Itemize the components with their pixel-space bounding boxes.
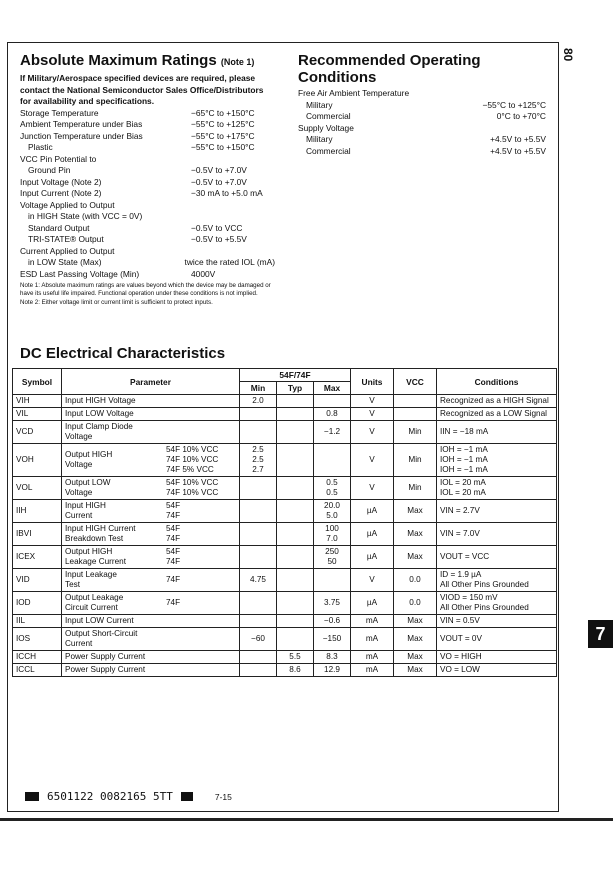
cell-max: 250 50 <box>314 546 351 569</box>
cell-typ <box>277 444 314 477</box>
cell-vcc: Max <box>394 500 437 523</box>
table-row <box>13 444 557 477</box>
cell-typ <box>277 615 314 628</box>
rating-label: Plastic <box>28 142 53 152</box>
cell-conditions: VOUT = 0V <box>437 628 557 651</box>
cell-units: V <box>351 444 394 477</box>
cell-max: 20.0 5.0 <box>314 500 351 523</box>
cell-typ <box>277 523 314 546</box>
rating-label: Ambient Temperature under Bias <box>20 119 143 129</box>
cell-min <box>240 651 277 664</box>
cell-device: 54F 74F <box>163 523 240 546</box>
cell-min <box>240 477 277 500</box>
cell-max <box>314 395 351 408</box>
table-row <box>13 421 557 444</box>
cell-symbol: ICCH <box>13 651 62 664</box>
cell-symbol: VIL <box>13 408 62 421</box>
cell-conditions: VO = HIGH <box>437 651 557 664</box>
cell-device <box>163 651 240 664</box>
cell-device: 54F 10% VCC 74F 10% VCC <box>163 477 240 500</box>
cell-units: V <box>351 569 394 592</box>
cell-vcc: 0.0 <box>394 592 437 615</box>
cell-conditions: VIN = 2.7V <box>437 500 557 523</box>
header-conditions: Conditions <box>437 369 557 395</box>
cell-vcc: Max <box>394 523 437 546</box>
recommended-operating-conditions <box>298 52 546 157</box>
cell-units: V <box>351 408 394 421</box>
cell-max: 100 7.0 <box>314 523 351 546</box>
cell-min <box>240 664 277 677</box>
rating-row <box>20 257 275 269</box>
cell-symbol: IOD <box>13 592 62 615</box>
rating-label: Military <box>306 134 333 144</box>
cell-min: 2.5 2.5 2.7 <box>240 444 277 477</box>
cell-parameter: Input HIGH Current <box>62 500 164 523</box>
table-row <box>13 546 557 569</box>
rating-value: −0.5V to VCC <box>191 222 243 233</box>
table-row <box>13 408 557 421</box>
rating-row <box>298 134 546 146</box>
rating-label: Standard Output <box>28 222 90 233</box>
cell-typ: 5.5 <box>277 651 314 664</box>
rating-value: −30 mA to +5.0 mA <box>191 188 263 198</box>
rating-label: Junction Temperature under Bias <box>20 130 143 141</box>
table-row <box>13 477 557 500</box>
note-1: Note 1: Absolute maximum ratings are values beyond which the device may be damaged or have its useful life impaired. Functional operation under these conditions is not implied. <box>20 282 271 297</box>
cell-max: 12.9 <box>314 664 351 677</box>
table-row <box>13 615 557 628</box>
cell-symbol: IBVI <box>13 523 62 546</box>
cell-typ <box>277 569 314 592</box>
cell-symbol: ICEX <box>13 546 62 569</box>
rating-row <box>20 234 275 246</box>
cell-units: mA <box>351 651 394 664</box>
cell-units: µA <box>351 500 394 523</box>
header-vcc: VCC <box>394 369 437 395</box>
rating-row <box>20 142 275 154</box>
rating-value <box>191 246 275 258</box>
cell-min <box>240 408 277 421</box>
cell-units: µA <box>351 592 394 615</box>
cell-vcc: Max <box>394 628 437 651</box>
cell-typ <box>277 477 314 500</box>
dc-characteristics-table <box>12 368 557 677</box>
rating-row <box>20 154 275 166</box>
cell-parameter: Input HIGH Voltage <box>62 395 164 408</box>
rating-value: −0.5V to +5.5V <box>191 234 247 244</box>
cell-min: −60 <box>240 628 277 651</box>
cell-conditions: VIN = 7.0V <box>437 523 557 546</box>
rating-value: −55°C to +125°C <box>191 119 255 129</box>
cell-device <box>163 408 240 421</box>
cell-conditions: VIOD = 150 mV All Other Pins Grounded <box>437 592 557 615</box>
cell-parameter: Output Short-Circuit Current <box>62 628 164 651</box>
rec-op-rows <box>298 88 546 157</box>
barcode-block-left <box>25 792 39 801</box>
cell-conditions: IIN = −18 mA <box>437 421 557 444</box>
cell-min <box>240 546 277 569</box>
cell-min: 4.75 <box>240 569 277 592</box>
barcode-text: 6501122 0082165 5TT <box>47 790 173 803</box>
rating-value <box>191 200 275 212</box>
cell-typ <box>277 628 314 651</box>
cell-typ <box>277 395 314 408</box>
cell-units: µA <box>351 523 394 546</box>
cell-parameter: Power Supply Current <box>62 651 164 664</box>
table-row <box>13 523 557 546</box>
chapter-tab: 7 <box>588 620 613 648</box>
cell-min: 2.0 <box>240 395 277 408</box>
cell-conditions: VIN = 0.5V <box>437 615 557 628</box>
rating-row <box>20 211 275 223</box>
cell-vcc: Min <box>394 444 437 477</box>
cell-device: 54F 74F <box>163 500 240 523</box>
rating-value: −55°C to +150°C <box>191 142 255 152</box>
cell-conditions: IOL = 20 mA IOL = 20 mA <box>437 477 557 500</box>
cell-parameter: Output Leakage Circuit Current <box>62 592 164 615</box>
rating-label: Supply Voltage <box>298 122 354 133</box>
table-row <box>13 628 557 651</box>
rating-row <box>20 269 275 281</box>
cell-units: V <box>351 477 394 500</box>
rating-label: Input Current (Note 2) <box>20 188 102 198</box>
abs-max-title: Absolute Maximum Ratings (Note 1) <box>20 52 255 69</box>
table-row <box>13 569 557 592</box>
rating-label: Storage Temperature <box>20 107 99 118</box>
rating-row <box>298 88 546 100</box>
rating-value: +4.5V to +5.5V <box>490 134 546 144</box>
cell-symbol: VOH <box>13 444 62 477</box>
rating-value <box>456 123 546 135</box>
header-symbol: Symbol <box>13 369 62 395</box>
cell-device: 74F <box>163 569 240 592</box>
cell-conditions: Recognized as a HIGH Signal <box>437 395 557 408</box>
note-2: Note 2: Either voltage limit or current limit is sufficient to protect inputs. <box>20 299 213 307</box>
cell-min <box>240 615 277 628</box>
cell-symbol: IIH <box>13 500 62 523</box>
cell-parameter: Output HIGH Leakage Current <box>62 546 164 569</box>
rating-value: −65°C to +150°C <box>191 107 255 118</box>
rating-value: −0.5V to +7.0V <box>191 165 247 175</box>
header-parameter: Parameter <box>62 369 240 395</box>
rating-value <box>191 154 275 166</box>
rating-label: ESD Last Passing Voltage (Min) <box>20 268 140 279</box>
rating-value: 4000V <box>191 268 216 279</box>
cell-units: mA <box>351 615 394 628</box>
cell-symbol: VOL <box>13 477 62 500</box>
cell-max: 8.3 <box>314 651 351 664</box>
rating-row <box>20 246 275 258</box>
cell-units: V <box>351 421 394 444</box>
cell-parameter: Power Supply Current <box>62 664 164 677</box>
page-footer <box>25 790 232 803</box>
rating-value <box>456 88 546 100</box>
cell-parameter: Input Leakage Test <box>62 569 164 592</box>
rating-label: TRI-STATE® Output <box>28 234 104 244</box>
rating-label: Ground Pin <box>28 165 71 175</box>
rating-row <box>20 223 275 235</box>
cell-typ <box>277 421 314 444</box>
cell-conditions: Recognized as a LOW Signal <box>437 408 557 421</box>
rating-row <box>20 188 275 200</box>
rating-label: Current Applied to Output <box>20 245 115 256</box>
cell-units: V <box>351 395 394 408</box>
cell-parameter: Input LOW Voltage <box>62 408 164 421</box>
cell-conditions: ID = 1.9 µA All Other Pins Grounded <box>437 569 557 592</box>
rating-row <box>298 100 546 112</box>
rating-row <box>20 131 275 143</box>
rating-label: Free Air Ambient Temperature <box>298 88 410 98</box>
cell-min <box>240 523 277 546</box>
table-row <box>13 592 557 615</box>
cell-typ: 8.6 <box>277 664 314 677</box>
rating-row <box>20 108 275 120</box>
cell-vcc: Max <box>394 664 437 677</box>
cell-conditions: VOUT = VCC <box>437 546 557 569</box>
table-row <box>13 664 557 677</box>
cell-symbol: ICCL <box>13 664 62 677</box>
rating-row <box>20 200 275 212</box>
cell-vcc: Max <box>394 615 437 628</box>
rating-row <box>298 111 546 123</box>
cell-vcc <box>394 395 437 408</box>
dc-section-title: DC Electrical Characteristics <box>20 345 226 362</box>
cell-max: −1.2 <box>314 421 351 444</box>
header-group: 54F/74F <box>240 369 351 382</box>
abs-max-rows <box>20 108 275 281</box>
cell-device <box>163 615 240 628</box>
cell-units: mA <box>351 664 394 677</box>
rating-value: 0°C to +70°C <box>496 111 546 121</box>
cell-typ <box>277 546 314 569</box>
cell-device <box>163 628 240 651</box>
cell-vcc: Min <box>394 421 437 444</box>
cell-symbol: VIH <box>13 395 62 408</box>
rating-label: Military <box>306 99 333 110</box>
rating-row <box>20 119 275 131</box>
table-row <box>13 651 557 664</box>
cell-conditions: IOH = −1 mA IOH = −1 mA IOH = −1 mA <box>437 444 557 477</box>
cell-parameter: Input HIGH Current Breakdown Test <box>62 523 164 546</box>
rating-row <box>298 146 546 158</box>
cell-parameter: Input Clamp Diode Voltage <box>62 421 164 444</box>
bottom-rule <box>0 818 613 821</box>
cell-parameter: Output HIGH Voltage <box>62 444 164 477</box>
header-units: Units <box>351 369 394 395</box>
rating-value <box>191 211 275 223</box>
cell-min <box>240 500 277 523</box>
table-row <box>13 395 557 408</box>
rating-label: Commercial <box>306 111 351 121</box>
rating-label: Input Voltage (Note 2) <box>20 176 102 187</box>
rating-label: Commercial <box>306 145 351 156</box>
rating-label: Voltage Applied to Output <box>20 199 115 210</box>
cell-vcc: Min <box>394 477 437 500</box>
cell-conditions: VO = LOW <box>437 664 557 677</box>
rating-label: in HIGH State (with VCC = 0V) <box>28 211 143 221</box>
cell-symbol: VCD <box>13 421 62 444</box>
cell-min <box>240 421 277 444</box>
cell-vcc: Max <box>394 546 437 569</box>
absolute-maximum-ratings <box>20 52 275 307</box>
cell-device <box>163 664 240 677</box>
dc-table-body <box>13 395 557 677</box>
rating-row <box>20 177 275 189</box>
header-typ: Typ <box>277 382 314 395</box>
rating-value: −0.5V to +7.0V <box>191 176 247 187</box>
cell-device: 54F 74F <box>163 546 240 569</box>
cell-typ <box>277 592 314 615</box>
cell-vcc <box>394 408 437 421</box>
cell-max: −0.6 <box>314 615 351 628</box>
cell-units: µA <box>351 546 394 569</box>
cell-vcc: Max <box>394 651 437 664</box>
rating-value: −55°C to +125°C <box>482 99 546 110</box>
cell-max <box>314 569 351 592</box>
cell-device <box>163 421 240 444</box>
cell-typ <box>277 500 314 523</box>
cell-max <box>314 444 351 477</box>
cell-parameter: Output LOW Voltage <box>62 477 164 500</box>
side-tab: 80 <box>561 48 575 62</box>
cell-symbol: VID <box>13 569 62 592</box>
cell-symbol: IOS <box>13 628 62 651</box>
page-number: 7-15 <box>214 791 232 802</box>
cell-max: −150 <box>314 628 351 651</box>
barcode-block-right <box>181 792 193 801</box>
rating-value: +4.5V to +5.5V <box>490 145 546 156</box>
abs-max-intro: If Military/Aerospace specified devices are required, please contact the National Semiconductor Sales Office/Distributors for availability and specifications. <box>20 73 264 106</box>
cell-device: 74F <box>163 592 240 615</box>
header-max: Max <box>314 382 351 395</box>
cell-vcc: 0.0 <box>394 569 437 592</box>
rating-row <box>20 165 275 177</box>
cell-max: 3.75 <box>314 592 351 615</box>
cell-max: 0.8 <box>314 408 351 421</box>
cell-typ <box>277 408 314 421</box>
cell-parameter: Input LOW Current <box>62 615 164 628</box>
rating-label: in LOW State (Max) <box>28 257 102 267</box>
cell-units: mA <box>351 628 394 651</box>
cell-device: 54F 10% VCC 74F 10% VCC 74F 5% VCC <box>163 444 240 477</box>
cell-max: 0.5 0.5 <box>314 477 351 500</box>
rating-value: twice the rated IOL (mA) <box>184 257 275 267</box>
cell-symbol: IIL <box>13 615 62 628</box>
rating-label: VCC Pin Potential to <box>20 153 97 164</box>
rating-row <box>298 123 546 135</box>
table-row <box>13 500 557 523</box>
cell-device <box>163 395 240 408</box>
rating-value: −55°C to +175°C <box>191 130 255 141</box>
cell-min <box>240 592 277 615</box>
rec-op-title: Recommended Operating Conditions <box>298 52 481 86</box>
header-min: Min <box>240 382 277 395</box>
